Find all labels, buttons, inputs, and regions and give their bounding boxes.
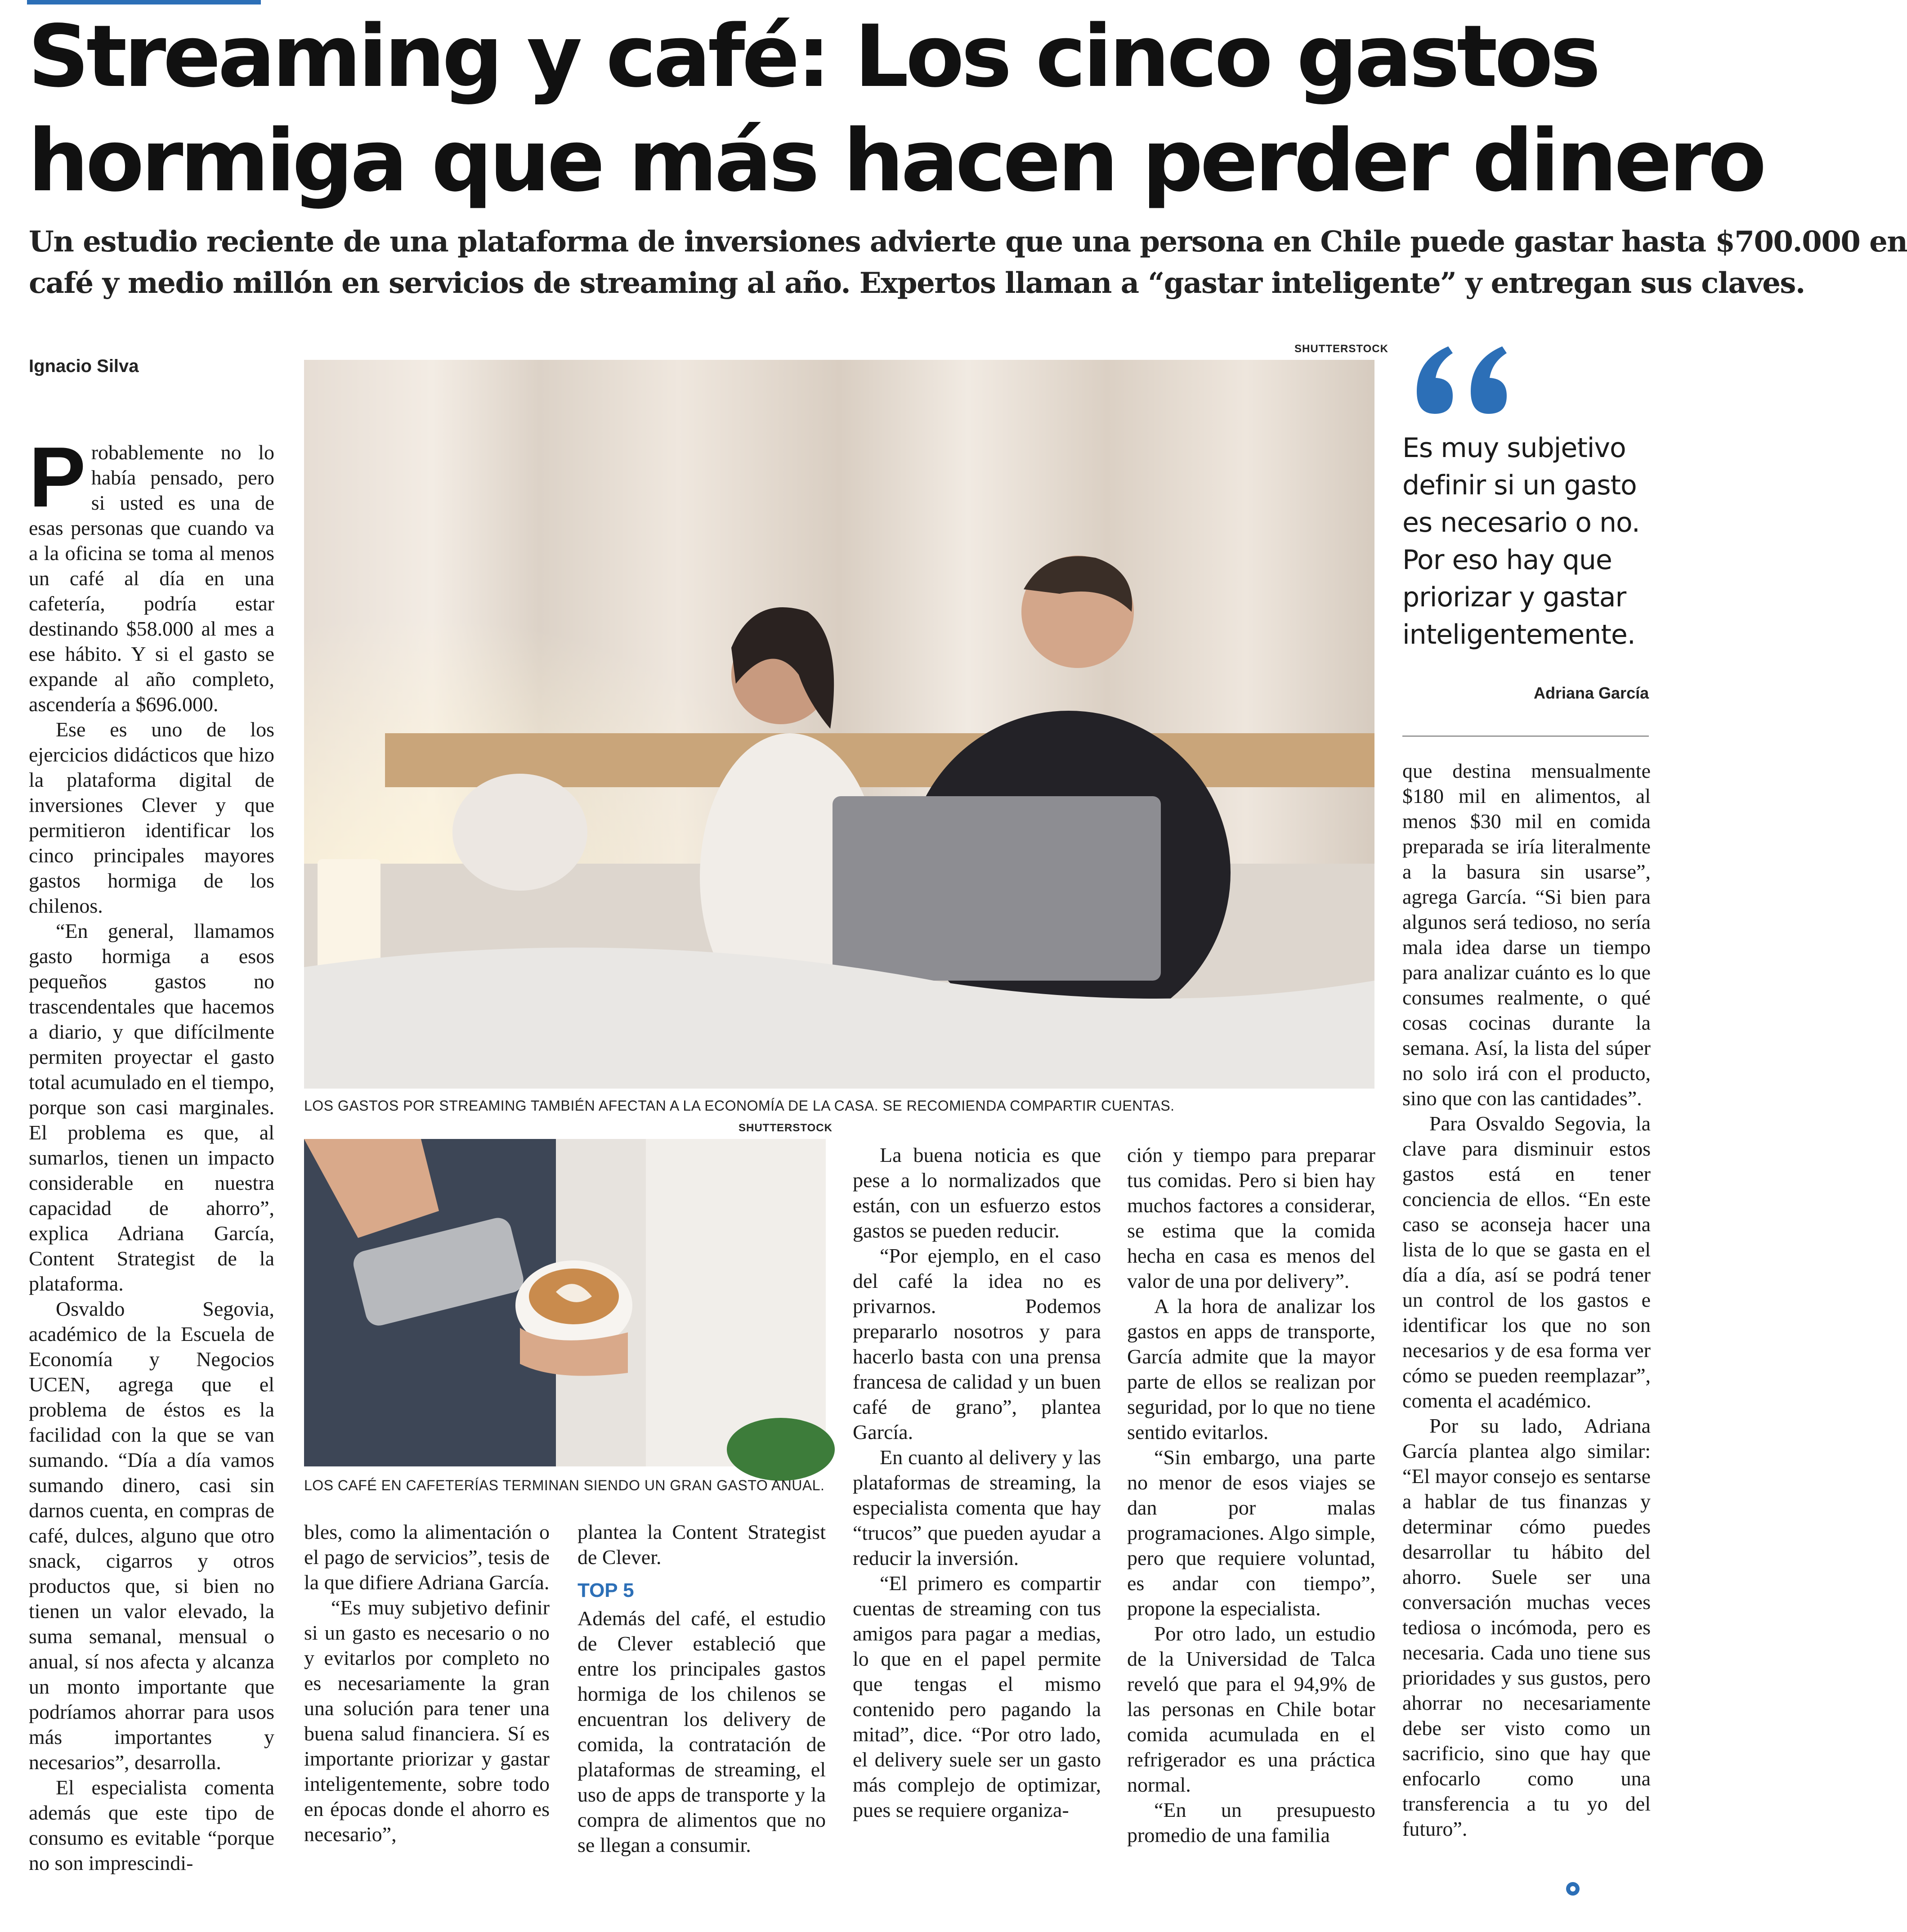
deck-line-1: Un estudio reciente de una plataforma de inversiones advierte que una persona en Chile puede gastar hasta $700.000 en [29,225,1907,259]
photo-caption: LOS GASTOS POR STREAMING TAMBIÉN AFECTAN A LA ECONOMÍA DE LA CASA. SE RECOMIENDA COMPARTIR CUENTAS. [304,1098,1175,1114]
body-paragraph: “Sin embargo, una parte no menor de esos viajes se dan por malas programaciones. Algo simple, pero que requiere voluntad, es andar con tiempo”, propone la especialista. [1127,1446,1375,1620]
article-column-5 [1127,1143,1375,1848]
pull-quote-line: inteligentemente. [1402,619,1635,650]
body-paragraph: plantea la Content Strategist de Clever. [577,1520,826,1569]
body-paragraph: Ese es uno de los ejercicios didácticos que hizo la plataforma digital de inversiones Clever y que permitieron identificar los cinco principales mayores gastos hormiga de los chilenos. [29,718,274,917]
body-paragraph: A la hora de analizar los gastos en apps de transporte, García admite que la mayor parte de ellos se realizan por seguridad, por lo que no tiene sentido evitarlos. [1127,1295,1375,1443]
drop-cap: P [29,430,86,525]
body-paragraph: La buena noticia es que pese a lo normalizados que están, con un esfuerzo estos gastos se pueden reducir. [853,1143,1101,1242]
article-column-1 [29,430,274,1876]
byline: Ignacio Silva [29,356,139,376]
body-paragraph: El especialista comenta además que este tipo de consumo es evitable “porque no son imprescindi- [29,1776,274,1874]
photo-illustration [304,1139,826,1466]
body-paragraph: ción y tiempo para preparar tus comidas. Pero si bien hay muchos factores a considerar, se estima que la comida hecha en casa es menos del valor de una por delivery”. [1127,1143,1375,1292]
body-paragraph: Por su lado, Adriana García plantea algo similar: “El mayor consejo es sentarse a hablar de tus finanzas y determinar cómo puedes desarrollar tu hábito del ahorro. Suele ser una conversación muchas veces tediosa o incómoda, pero es necesaria. Cada uno tiene sus prioridades y sus gustos, pero ahorrar no necesariamente debe ser visto como un sacrificio, sino que hay que enfocarlo como una transferencia a tu yo del futuro”. [1402,1414,1651,1840]
article-column-3 [577,1520,826,1858]
photo-illustration [304,360,1374,1089]
pull-quote-line: Por eso hay que [1402,544,1612,576]
pull-quote-line: Es muy subjetivo [1402,432,1626,464]
body-paragraph: “En un presupuesto promedio de una familia [1127,1798,1375,1847]
body-paragraph: En cuanto al delivery y las plataformas de streaming, la especialista comenta que hay “trucos” que pueden ayudar a reducir la inversión. [853,1446,1101,1569]
body-paragraph: “El primero es compartir cuentas de streaming con tus amigos para pagar a medias, lo que en el papel permite que tengas el mismo contenido pero pagando la mitad”, dice. “Por otro lado, el delivery suele ser un gasto más complejo de optimizar, pues se requiere organiza- [853,1572,1101,1821]
body-paragraph: Para Osvaldo Segovia, la clave para disminuir estos gastos está en tener conciencia de ellos. “En este caso se aconseja hacer una lista de lo que se gasta en el día a día, así se podrá tener un control de los gastos e identificar los que no son necesarios y de esa forma ver cómo se pueden reemplazar”, comenta el académico. [1402,1112,1651,1412]
subhead: TOP 5 [577,1579,634,1601]
pull-quote [1402,430,1654,654]
pull-quote-line: es necesario o no. [1402,507,1640,538]
article-column-4 [853,1143,1101,1823]
photo-credit: SHUTTERSTOCK [739,1122,833,1134]
deck-line-2: café y medio millón en servicios de streaming al año. Expertos llaman a “gastar inteligente” y entregan sus claves. [29,266,1805,300]
body-paragraph: Osvaldo Segovia, académico de la Escuela de Economía y Negocios UCEN, agrega que el problema de éstos es la facilidad con la que se van sumando. “Día a día vamos sumando dinero, casi sin darnos cuenta, en compras de café, dulces, alguno que otro snack, cigarros y otros productos que, si bien no tienen un valor elevado, la suma semanal, mensual o anual, sí nos afecta y alcanza un monto importante que podríamos ahorrar para usos más importantes y necesarios”, desarrolla. [29,1297,274,1774]
section-accent-bar [27,0,261,4]
article-column-6 [1402,758,1651,1842]
streaming-couple-photo [304,360,1374,1089]
quote-mark-icon [1408,342,1516,423]
photo-credit: SHUTTERSTOCK [1294,343,1388,355]
pull-quote-author: Adriana García [1534,684,1649,702]
headline [28,4,1764,213]
article-column-2 [304,1520,550,1847]
body-paragraph: “Es muy subjetivo definir si un gasto es necesario o no y evitarlos por completo no es necesariamente la gran una solución para tener una buena salud financiera. Sí es importante priorizar y gastar inteligentemente, sobre todo en épocas donde el ahorro es necesario”, [304,1596,550,1846]
body-paragraph: que destina mensualmente $180 mil en alimentos, al menos $30 mil en comida preparada se iría literalmente a la basura sin usarse”, agrega García. “Si bien para algunos será tedioso, no sería mala idea darse un tiempo para analizar cuánto es lo que consumes realmente, o qué cosas cocinas durante la semana. Así, la lista del súper no solo irá con el producto, sino que con las cantidades”. [1402,759,1651,1110]
body-paragraph: Por otro lado, un estudio de la Universidad de Talca reveló que para el 94,9% de las personas en Chile botar comida acumulada en el refrigerador es una práctica normal. [1127,1622,1375,1796]
divider [1402,735,1649,737]
body-paragraph: “En general, llamamos gasto hormiga a esos pequeños gastos no trascendentales que hacemos a diario, y que difícilmente permiten proyectar el gasto total acumulado en el tiempo, porque son casi marginales. El problema es que, al sumarlos, tienen un impacto considerable en nuestra capacidad de ahorro”, explica Adriana García, Content Strategist de la plataforma. [29,919,274,1295]
body-paragraph: Además del café, el estudio de Clever estableció que entre los principales gastos hormiga de los chilenos se encuentran los delivery de comida, la contratación de plataformas de streaming, el uso de apps de transporte y la compra de alimentos que no se llegan a consumir. [577,1607,826,1856]
headline-line-1: Streaming y café: Los cinco gastos [28,7,1598,106]
pull-quote-line: definir si un gasto [1402,470,1637,501]
body-paragraph: bles, como la alimentación o el pago de servicios”, tesis de la que difiere Adriana García. [304,1520,550,1594]
end-mark-icon [1565,1881,1580,1896]
photo-caption: LOS CAFÉ EN CAFETERÍAS TERMINAN SIENDO UN GRAN GASTO ANUAL. [304,1477,825,1493]
deck [29,221,1907,304]
pull-quote-line: priorizar y gastar [1402,582,1626,613]
coffee-pouring-photo [304,1139,826,1466]
body-paragraph: “Por ejemplo, en el caso del café la idea no es privarnos. Podemos prepararlo nosotros y para hacerlo basta con una prensa francesa de calidad y un buen café de grano”, plantea García. [853,1244,1101,1443]
headline-line-2: hormiga que más hacen perder dinero [28,111,1764,211]
body-paragraph: robablemente no lo había pensado, pero si usted es una de esas personas que cuando va a la oficina se toma al menos un café al día en una cafetería, podría estar destinando $58.000 al mes a ese hábito. Y si el gasto se expande al año completo, ascendería a $696.000. [29,441,274,716]
